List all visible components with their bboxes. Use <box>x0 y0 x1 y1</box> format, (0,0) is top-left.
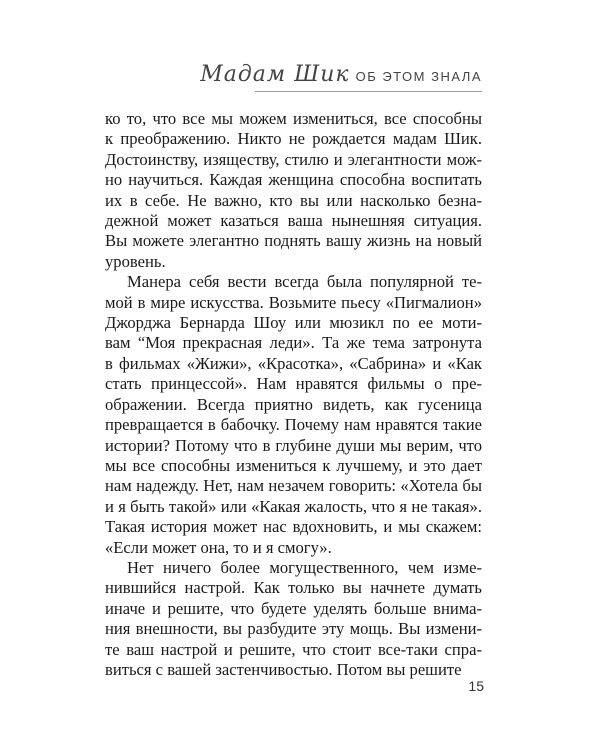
text-line: нившийся настрой. Как только вы начнете думать <box>105 578 482 598</box>
text-line: нам надежду. Нет, нам незачем говорить: «Хотела бы <box>105 476 482 496</box>
text-line: но научиться. Каждая женщина способна воспитать <box>105 170 482 190</box>
text-line: и я быть такой» или «Какая жалость, что я не такая». <box>105 496 482 516</box>
text-line: ния внешности, вы разбудите эту мощь. Вы измени- <box>105 619 482 639</box>
running-head-rule <box>255 91 482 92</box>
running-head-caps-title: ОБ ЭТОМ ЗНАЛА <box>355 69 482 84</box>
running-head <box>200 62 482 87</box>
text-line: Нет ничего более могущественного, чем изме- <box>127 557 482 577</box>
text-line: ображении. Всегда приятно видеть, как гусеница <box>105 394 482 414</box>
paragraph <box>105 558 482 680</box>
text-line: «Если может она, то и я смогу». <box>105 537 332 557</box>
text-line: мы все способны измениться к лучшему, и это дает <box>105 455 482 475</box>
text-line: стать принцессой». Нам нравятся фильмы о пре- <box>105 374 482 394</box>
text-line: превращается в бабочку. Почему нам нравятся такие <box>105 415 482 435</box>
text-line: Вы можете элегантно поднять вашу жизнь на новый <box>105 231 482 251</box>
text-line: вам “Моя прекрасная леди». Та же тема затронута <box>105 333 482 353</box>
text-line: дежной может казаться ваша нынешняя ситуация. <box>105 211 482 231</box>
text-line: их в себе. Не важно, кто вы или насколько безна- <box>105 190 482 210</box>
text-line: Джорджа Бернарда Шоу или мюзикл по ее моти- <box>105 313 482 333</box>
text-line: мой в мире искусства. Возьмите пьесу «Пигмалион» <box>105 292 482 312</box>
text-line: истории? Потому что в глубине души мы верим, что <box>105 435 482 455</box>
text-line: к преображению. Никто не рождается мадам Шик. <box>105 129 482 149</box>
text-line: те ваш настрой и решите, что стоит все-таки спра- <box>105 639 482 659</box>
body-text <box>105 109 482 680</box>
page-number: 15 <box>468 678 484 694</box>
running-head-script-title: Мадам Шик <box>200 62 350 87</box>
text-line: уровень. <box>105 251 166 271</box>
text-line: иначе и решите, что будете уделять больше внима- <box>105 598 482 618</box>
text-line: ко то, что все мы можем измениться, все способны <box>105 109 482 128</box>
text-line: в фильмах «Жижи», «Красотка», «Сабрина» и «Как <box>105 353 482 373</box>
text-line: Манера себя вести всегда была популярной те- <box>127 272 482 292</box>
text-line: Достоинству, изяществу, стилю и элегантности мож- <box>105 149 482 169</box>
text-line: виться с вашей застенчивостью. Потом вы решите <box>105 659 462 679</box>
paragraph <box>105 272 482 558</box>
paragraph <box>105 109 482 272</box>
text-line: Такая история может нас вдохновить, и мы скажем: <box>105 517 482 537</box>
